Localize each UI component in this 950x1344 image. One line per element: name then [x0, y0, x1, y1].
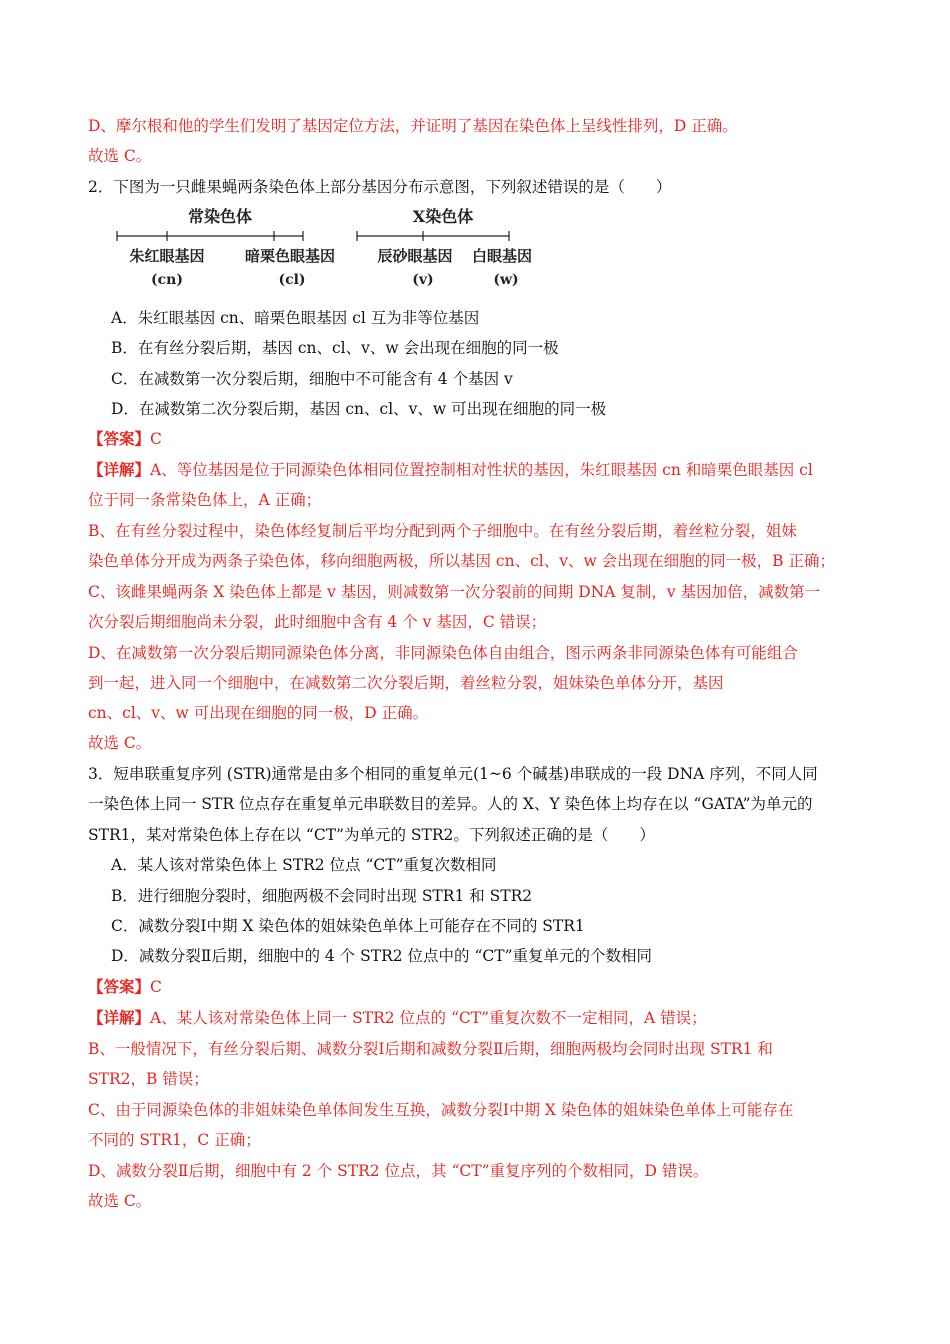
x-chromosome-label: X染色体	[412, 207, 474, 226]
q3-conclusion: 故选 C。	[88, 1192, 152, 1210]
q1-option-d-explanation: D、摩尔根和他的学生们发明了基因定位方法，并证明了基因在染色体上呈线性排列，D 正确。	[88, 117, 738, 135]
q3-detail-line-1	[88, 1008, 707, 1028]
gene-symbol-cn: (cn)	[151, 272, 183, 288]
q2-detail-text-1: A、等位基因是位于同源染色体相同位置控制相对性状的基因，朱红眼基因 cn 和暗栗色眼基因 cl	[150, 461, 813, 479]
q3-detail-line-6: D、减数分裂Ⅱ后期，细胞中有 2 个 STR2 位点，其 “CT”重复序列的个数相同，D 错误。	[88, 1162, 709, 1180]
q2-answer-tag: 【答案】	[88, 429, 151, 448]
q2-conclusion: 故选 C。	[88, 734, 152, 752]
q2-detail-line-3: B、在有丝分裂过程中，染色体经复制后平均分配到两个子细胞中。在有丝分裂后期，着丝粒分裂，姐妹	[88, 522, 797, 540]
q2-detail-line-7: D、在减数第一次分裂后期同源染色体分离，非同源染色体自由组合，图示两条非同源染色体有可能组合	[88, 644, 798, 662]
gene-name-v: 辰砂眼基因	[377, 247, 453, 265]
q2-option-a: A．朱红眼基因 cn、暗栗色眼基因 cl 互为非等位基因	[111, 309, 480, 327]
q3-option-b: B．进行细胞分裂时，细胞两极不会同时出现 STR1 和 STR2	[111, 887, 533, 905]
q3-answer	[88, 977, 162, 997]
q3-detail-text-1: A、某人该对常染色体上同一 STR2 位点的 “CT”重复次数不一定相同，A 错误；	[150, 1009, 707, 1027]
q2-answer-value: C	[150, 430, 162, 448]
chromosome-gene-diagram	[115, 205, 545, 293]
gene-symbol-cl: (cl)	[278, 272, 306, 288]
q1-conclusion: 故选 C。	[88, 147, 152, 165]
q2-detail-line-5: C、该雌果蝇两条 X 染色体上都是 v 基因，则减数第一次分裂前的间期 DNA 复制，v 基因加倍，减数第一	[88, 583, 821, 601]
q2-detail-line-1	[88, 460, 813, 480]
gene-symbol-w: (w)	[493, 272, 519, 288]
gene-symbol-v: (v)	[412, 272, 434, 288]
q3-answer-tag: 【答案】	[88, 977, 151, 996]
q2-option-d: D．在减数第二次分裂后期，基因 cn、cl、v、w 可出现在细胞的同一极	[111, 400, 607, 418]
q3-detail-line-4: C、由于同源染色体的非姐妹染色单体间发生互换，减数分裂Ⅰ中期 X 染色体的姐妹染色单体上可能存在	[88, 1101, 794, 1119]
q2-detail-line-9: cn、cl、v、w 可出现在细胞的同一极，D 正确。	[88, 704, 429, 722]
q3-detail-line-5: 不同的 STR1，C 正确；	[88, 1131, 261, 1149]
q2-detail-line-6: 次分裂后期细胞尚未分裂，此时细胞中含有 4 个 v 基因，C 错误；	[88, 613, 547, 631]
q2-option-b: B．在有丝分裂后期，基因 cn、cl、v、w 会出现在细胞的同一极	[111, 339, 559, 357]
q3-detail-line-3: STR2，B 错误；	[88, 1070, 209, 1088]
q3-stem-line-2: 一染色体上同一 STR 位点存在重复单元串联数目的差异。人的 X、Y 染色体上均存在以 “GATA”为单元的	[88, 795, 813, 813]
q2-detail-line-4: 染色单体分开成为两条子染色体，移向细胞两极，所以基因 cn、cl、v、w 会出现在细胞的同一极，B 正确；	[88, 552, 836, 570]
q3-option-d: D．减数分裂Ⅱ后期，细胞中的 4 个 STR2 位点中的 “CT”重复单元的个数相同	[111, 947, 652, 965]
q2-answer	[88, 429, 162, 449]
gene-name-cn: 朱红眼基因	[129, 247, 205, 265]
q3-option-a: A．某人该对常染色体上 STR2 位点 “CT”重复次数相同	[111, 856, 497, 874]
chromosome-diagram-svg	[115, 205, 545, 293]
q3-stem-line-3: STR1，某对常染色体上存在以 “CT”为单元的 STR2。下列叙述正确的是（ ）	[88, 826, 655, 844]
q3-option-c: C．减数分裂Ⅰ中期 X 染色体的姐妹染色单体上可能存在不同的 STR1	[111, 917, 585, 935]
q2-detail-line-8: 到一起，进入同一个细胞中，在减数第二次分裂后期，着丝粒分裂，姐妹染色单体分开，基因	[88, 674, 724, 692]
q2-detail-line-2: 位于同一条常染色体上，A 正确；	[88, 491, 322, 509]
q3-detail-tag: 【详解】	[88, 1008, 151, 1027]
q2-detail-tag: 【详解】	[88, 460, 151, 479]
gene-name-w: 白眼基因	[471, 247, 533, 265]
q2-option-c: C．在减数第一次分裂后期，细胞中不可能含有 4 个基因 v	[111, 370, 513, 388]
q2-stem: 2．下图为一只雌果蝇两条染色体上部分基因分布示意图，下列叙述错误的是（ ）	[88, 178, 672, 196]
autosome-label: 常染色体	[187, 207, 253, 226]
gene-name-cl: 暗栗色眼基因	[244, 247, 336, 265]
q3-detail-line-2: B、一般情况下，有丝分裂后期、减数分裂Ⅰ后期和减数分裂Ⅱ后期，细胞两极均会同时出现 STR1 和	[88, 1040, 773, 1058]
q3-stem-line-1: 3．短串联重复序列 (STR)通常是由多个相同的重复单元(1~6 个碱基)串联成的一段 DNA 序列，不同人同	[88, 765, 818, 783]
q3-answer-value: C	[150, 978, 162, 996]
